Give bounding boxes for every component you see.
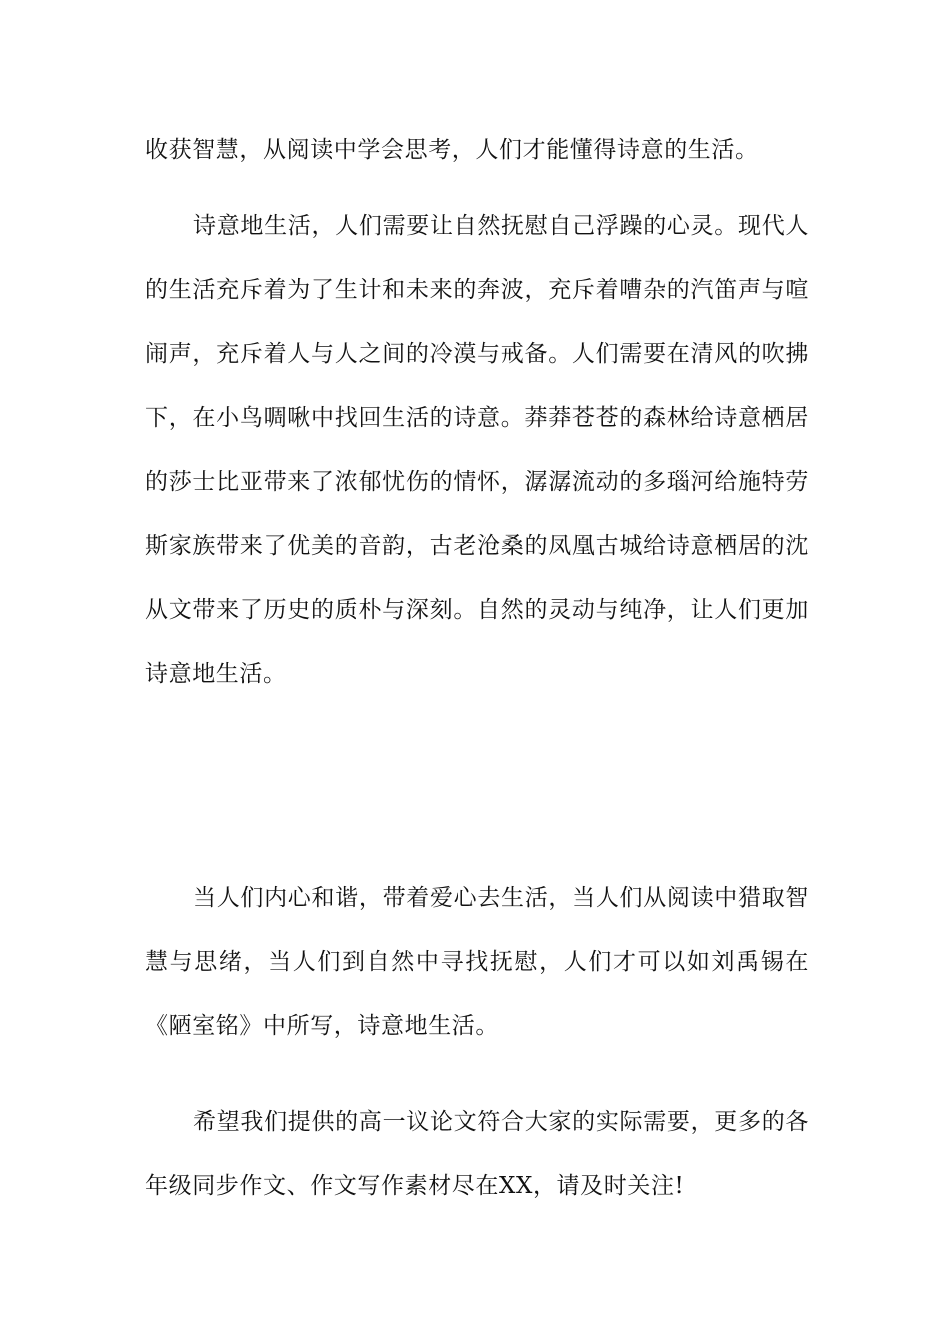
paragraph-4: 希望我们提供的高一议论文符合大家的实际需要，更多的各年级同步作文、作文写作素材尽在XX，请及时关注! <box>145 1109 809 1199</box>
paragraph-2: 诗意地生活，人们需要让自然抚慰自己浮躁的心灵。现代人的生活充斥着为了生计和未来的奔波，充斥着嘈杂的汽笛声与喧闹声，充斥着人与人之间的冷漠与戒备。人们需要在清风的吹拂下，在小鸟啁啾中找回生活的诗意。莽莽苍苍的森林给诗意栖居的莎士比亚带来了浓郁忧伤的情怀，潺潺流动的多瑙河给施特劳斯家族带来了优美的音韵，古老沧桑的凤凰古城给诗意栖居的沈从文带来了历史的质朴与深刻。自然的灵动与纯净，让人们更加诗意地生活。 <box>145 213 809 687</box>
paragraph-1-block <box>145 118 809 182</box>
paragraph-3-block <box>145 866 809 1058</box>
paragraph-4-block <box>145 1090 809 1218</box>
paragraph-1: 收获智慧，从阅读中学会思考，人们才能懂得诗意的生活。 <box>145 137 759 163</box>
paragraph-2-block <box>145 194 809 706</box>
paragraph-3: 当人们内心和谐，带着爱心去生活，当人们从阅读中猎取智慧与思绪，当人们到自然中寻找抚慰，人们才可以如刘禹锡在《陋室铭》中所写，诗意地生活。 <box>145 885 809 1039</box>
